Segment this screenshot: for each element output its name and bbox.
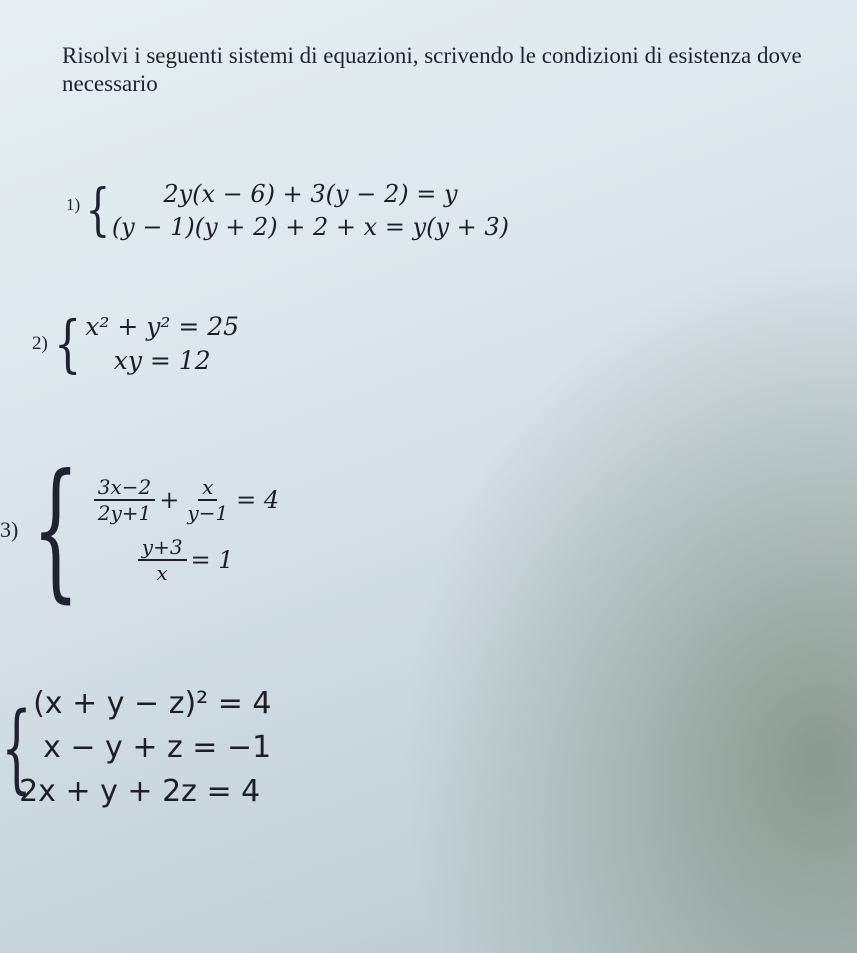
problem-1-equation-1: 2y(x − 6) + 3(y − 2) = y [163, 180, 458, 208]
problem-2-label: 2) [32, 333, 48, 354]
problem-1-equation-2: (y − 1)(y + 2) + 2 + x = y(y + 3) [111, 213, 510, 241]
fraction-denominator: 2y+1 [97, 501, 152, 525]
problem-3-label: 3) [0, 517, 19, 542]
problem-3-equation-2 [90, 530, 279, 590]
fraction [183, 475, 232, 525]
brace-icon: { [85, 178, 111, 243]
problem-4-equation-3: 2x + y + 2z = 4 [19, 774, 261, 809]
problem-4-equation-1: (x + y − z)² = 4 [33, 686, 272, 721]
problem-2 [32, 307, 240, 380]
brace-icon: { [53, 307, 82, 380]
problem-3-system [90, 470, 279, 590]
equation-rhs: = 1 [190, 546, 234, 574]
problem-2-system [85, 310, 239, 378]
equation-rhs: = 4 [236, 486, 280, 514]
problem-1 [66, 178, 509, 244]
fraction-denominator: y−1 [187, 501, 229, 525]
problem-4 [0, 682, 271, 814]
fraction-numerator: y+3 [138, 535, 187, 561]
brace-icon: { [32, 443, 80, 617]
problem-2-equation-1: x² + y² = 25 [85, 312, 240, 341]
brace-icon: { [1, 692, 32, 804]
problem-4-equation-2: x − y + z = −1 [43, 730, 272, 765]
problem-2-equation-2: xy = 12 [113, 346, 211, 375]
problem-3-equation-1 [90, 470, 279, 530]
problem-1-system [112, 178, 509, 244]
fraction-denominator: x [156, 561, 168, 585]
problem-1-label: 1) [66, 195, 81, 214]
fraction-numerator: x [198, 475, 217, 501]
instructions-text: Risolvi i seguenti sistemi di equazioni, scrivendo le condizioni di esistenza dove necessario [62, 43, 802, 96]
problem-4-system [19, 682, 272, 814]
fraction-numerator: 3x−2 [94, 475, 156, 501]
fraction [138, 535, 187, 585]
fraction [94, 475, 156, 525]
problem-3 [0, 443, 280, 617]
plus-sign: + [159, 486, 180, 514]
